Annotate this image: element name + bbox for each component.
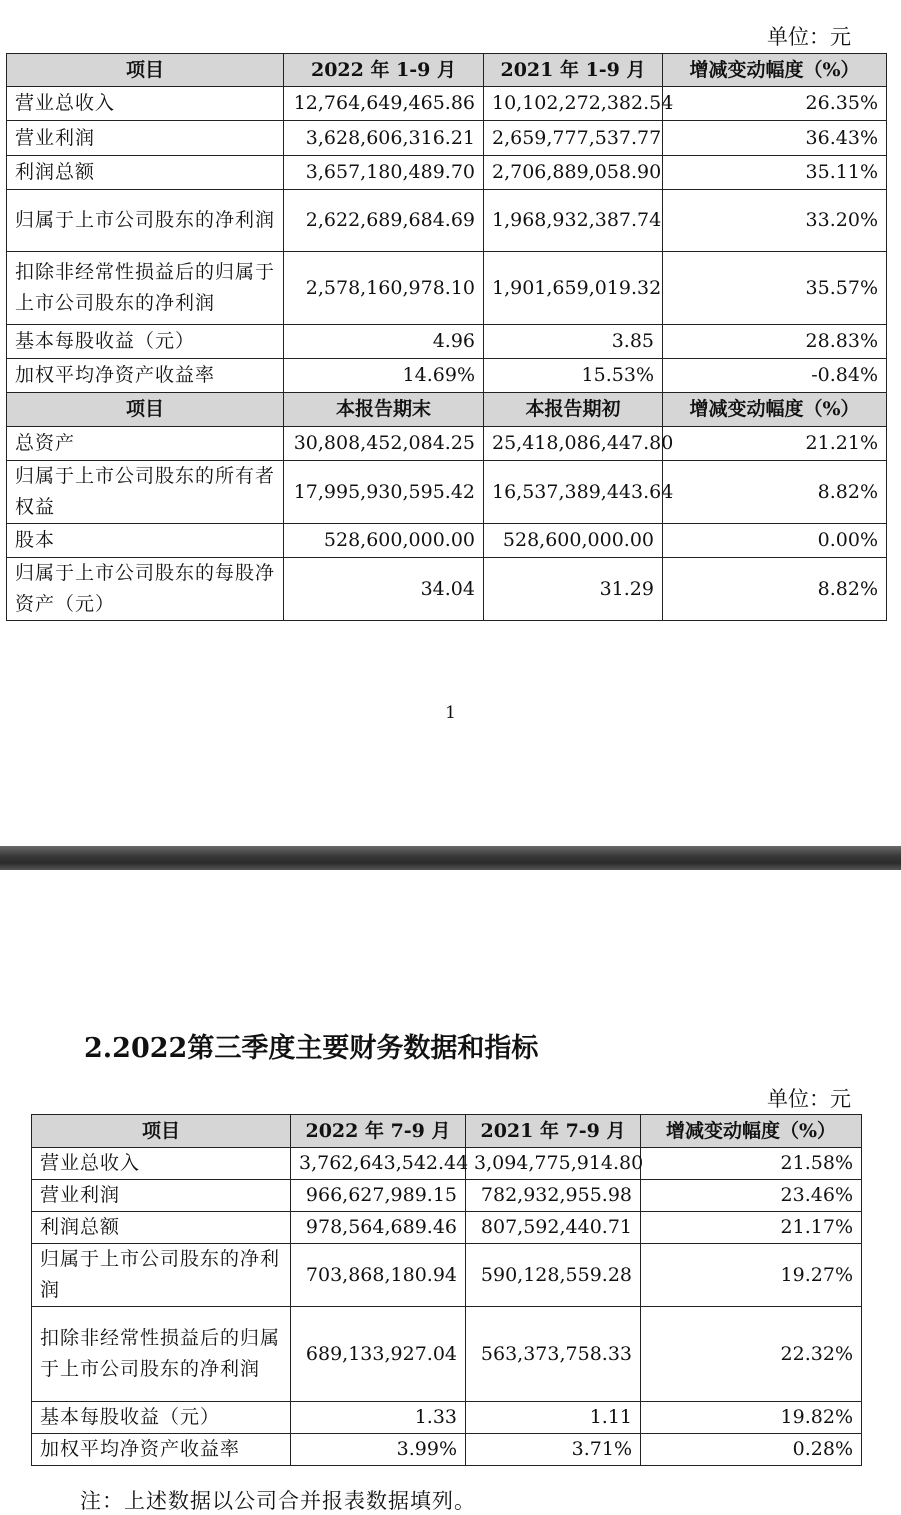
table-header-row (7, 393, 887, 427)
cell-value: 3.85 (484, 325, 663, 359)
row-label: 利润总额 (7, 156, 284, 190)
table-row (7, 427, 887, 461)
row-label: 归属于上市公司股东的净利润 (32, 1244, 291, 1307)
cell-value: 19.27% (641, 1244, 862, 1307)
table-row (7, 156, 887, 190)
cell-value: -0.84% (663, 359, 887, 393)
cell-value: 21.21% (663, 427, 887, 461)
financial-table-ytd (6, 53, 887, 621)
cell-value: 563,373,758.33 (466, 1307, 641, 1402)
cell-value: 14.69% (284, 359, 484, 393)
cell-value: 12,764,649,465.86 (284, 87, 484, 121)
header-cell: 项目 (7, 54, 284, 87)
cell-value: 19.82% (641, 1402, 862, 1434)
page-separator (0, 846, 901, 870)
header-cell: 项目 (7, 393, 284, 427)
cell-value: 807,592,440.71 (466, 1212, 641, 1244)
row-label: 扣除非经常性损益后的归属于上市公司股东的净利润 (7, 252, 284, 325)
table-row (7, 558, 887, 621)
cell-value: 689,133,927.04 (291, 1307, 466, 1402)
cell-value: 35.11% (663, 156, 887, 190)
row-label: 归属于上市公司股东的净利润 (7, 190, 284, 252)
cell-value: 2,659,777,537.77 (484, 121, 663, 156)
table-row (7, 252, 887, 325)
row-label: 加权平均净资产收益率 (7, 359, 284, 393)
cell-value: 21.17% (641, 1212, 862, 1244)
cell-value: 2,706,889,058.90 (484, 156, 663, 190)
cell-value: 1.33 (291, 1402, 466, 1434)
table-row (32, 1402, 862, 1434)
table-row (7, 190, 887, 252)
cell-value: 26.35% (663, 87, 887, 121)
cell-value: 31.29 (484, 558, 663, 621)
header-cell: 本报告期初 (484, 393, 663, 427)
header-cell: 项目 (32, 1115, 291, 1148)
row-label: 加权平均净资产收益率 (32, 1434, 291, 1466)
cell-value: 35.57% (663, 252, 887, 325)
header-cell: 增减变动幅度（%） (663, 54, 887, 87)
table-row (32, 1148, 862, 1180)
cell-value: 3,657,180,489.70 (284, 156, 484, 190)
header-cell: 2021 年 1-9 月 (484, 54, 663, 87)
cell-value: 2,578,160,978.10 (284, 252, 484, 325)
header-cell: 增减变动幅度（%） (663, 393, 887, 427)
table-header-row (32, 1115, 862, 1148)
table-row (7, 524, 887, 558)
row-label: 基本每股收益（元） (32, 1402, 291, 1434)
row-label: 营业利润 (7, 121, 284, 156)
row-label: 营业利润 (32, 1180, 291, 1212)
cell-value: 978,564,689.46 (291, 1212, 466, 1244)
cell-value: 966,627,989.15 (291, 1180, 466, 1212)
cell-value: 23.46% (641, 1180, 862, 1212)
header-cell: 2021 年 7-9 月 (466, 1115, 641, 1148)
header-cell: 增减变动幅度（%） (641, 1115, 862, 1148)
header-cell: 本报告期末 (284, 393, 484, 427)
row-label: 总资产 (7, 427, 284, 461)
table-row (32, 1180, 862, 1212)
cell-value: 4.96 (284, 325, 484, 359)
row-label: 营业总收入 (32, 1148, 291, 1180)
cell-value: 1,968,932,387.74 (484, 190, 663, 252)
cell-value: 528,600,000.00 (284, 524, 484, 558)
cell-value: 17,995,930,595.42 (284, 461, 484, 524)
header-cell: 2022 年 7-9 月 (291, 1115, 466, 1148)
cell-value: 28.83% (663, 325, 887, 359)
row-label: 扣除非经常性损益后的归属于上市公司股东的净利润 (32, 1307, 291, 1402)
cell-value: 33.20% (663, 190, 887, 252)
table-row (7, 325, 887, 359)
cell-value: 0.00% (663, 524, 887, 558)
row-label: 归属于上市公司股东的每股净资产（元） (7, 558, 284, 621)
page-number: 1 (445, 703, 456, 723)
cell-value: 1.11 (466, 1402, 641, 1434)
unit-label: 单位：元 (767, 25, 851, 49)
cell-value: 0.28% (641, 1434, 862, 1466)
cell-value: 22.32% (641, 1307, 862, 1402)
cell-value: 2,622,689,684.69 (284, 190, 484, 252)
cell-value: 10,102,272,382.54 (484, 87, 663, 121)
cell-value: 8.82% (663, 558, 887, 621)
table-row (32, 1434, 862, 1466)
cell-value: 36.43% (663, 121, 887, 156)
table-row (7, 359, 887, 393)
table-row (7, 87, 887, 121)
table-header-row (7, 54, 887, 87)
header-cell: 2022 年 1-9 月 (284, 54, 484, 87)
cell-value: 590,128,559.28 (466, 1244, 641, 1307)
cell-value: 3.71% (466, 1434, 641, 1466)
cell-value: 703,868,180.94 (291, 1244, 466, 1307)
cell-value: 1,901,659,019.32 (484, 252, 663, 325)
cell-value: 782,932,955.98 (466, 1180, 641, 1212)
cell-value: 3,762,643,542.44 (291, 1148, 466, 1180)
cell-value: 30,808,452,084.25 (284, 427, 484, 461)
row-label: 归属于上市公司股东的所有者权益 (7, 461, 284, 524)
financial-table-q3 (31, 1114, 862, 1466)
table-row (32, 1307, 862, 1402)
cell-value: 3,628,606,316.21 (284, 121, 484, 156)
cell-value: 8.82% (663, 461, 887, 524)
cell-value: 21.58% (641, 1148, 862, 1180)
cell-value: 34.04 (284, 558, 484, 621)
footnote: 注：上述数据以公司合并报表数据填列。 (80, 1489, 476, 1513)
table-row (7, 121, 887, 156)
table-row (32, 1212, 862, 1244)
cell-value: 3,094,775,914.80 (466, 1148, 641, 1180)
row-label: 基本每股收益（元） (7, 325, 284, 359)
row-label: 营业总收入 (7, 87, 284, 121)
cell-value: 15.53% (484, 359, 663, 393)
row-label: 利润总额 (32, 1212, 291, 1244)
row-label: 股本 (7, 524, 284, 558)
table-row (7, 461, 887, 524)
cell-value: 25,418,086,447.80 (484, 427, 663, 461)
section-title: 2.2022第三季度主要财务数据和指标 (84, 1033, 539, 1064)
table-row (32, 1244, 862, 1307)
unit-label: 单位：元 (767, 1087, 851, 1111)
cell-value: 528,600,000.00 (484, 524, 663, 558)
cell-value: 16,537,389,443.64 (484, 461, 663, 524)
cell-value: 3.99% (291, 1434, 466, 1466)
